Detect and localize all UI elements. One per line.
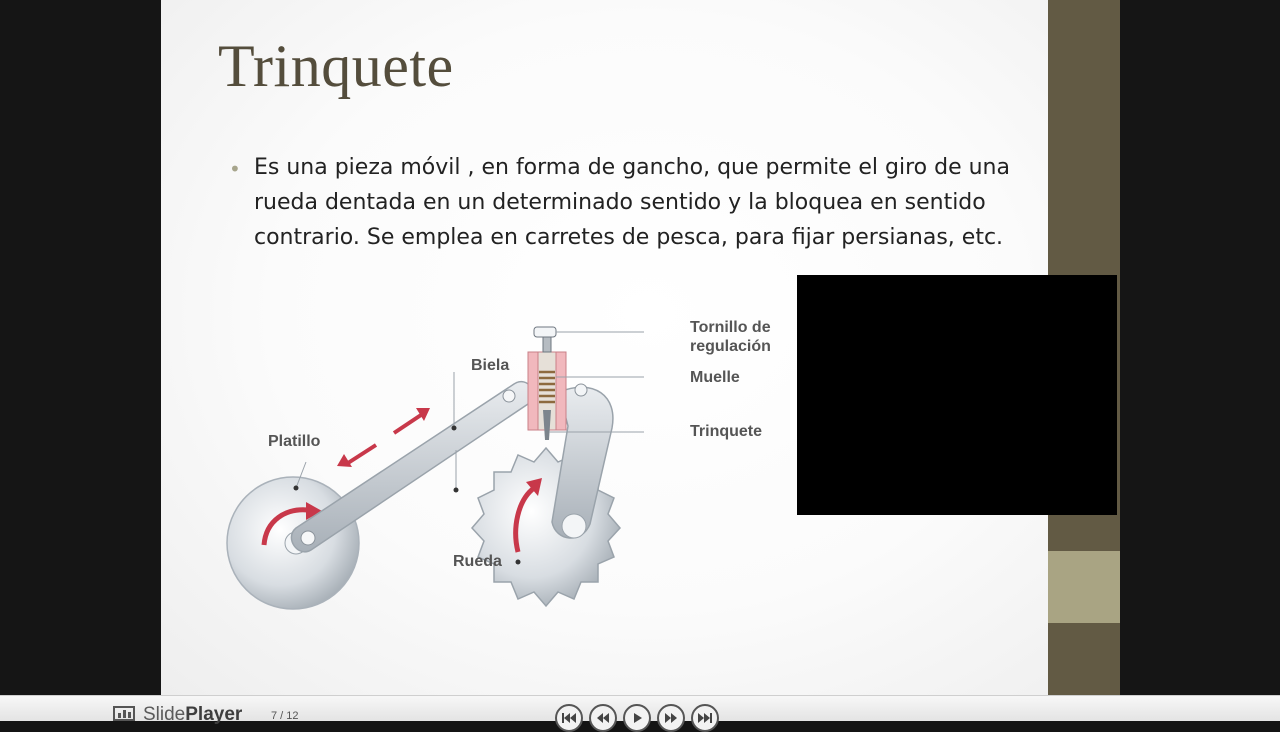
next-slide-button[interactable] bbox=[657, 704, 685, 732]
last-slide-button[interactable] bbox=[691, 704, 719, 732]
ratchet-diagram bbox=[216, 300, 796, 640]
bullet-icon: • bbox=[229, 157, 241, 181]
last-slide-icon bbox=[697, 711, 713, 725]
next-slide-icon bbox=[663, 711, 679, 725]
slide-title: Trinquete bbox=[218, 33, 454, 99]
label-muelle: Muelle bbox=[690, 369, 740, 386]
first-slide-button[interactable] bbox=[555, 704, 583, 732]
slide-body-text: Es una pieza móvil , en forma de gancho, que permite el giro de una rueda dentada en un determinado sentido y la bloquea en sentido contrario. Se emplea en carretes de pesca, para fijar persianas, etc. bbox=[254, 155, 1010, 250]
label-trinquete: Trinquete bbox=[690, 423, 763, 440]
biela-arrow-up bbox=[394, 415, 421, 433]
label-platillo: Platillo bbox=[268, 433, 321, 450]
muelle-housing bbox=[528, 327, 566, 440]
label-tornillo-line1: Tornillo de bbox=[690, 319, 771, 336]
side-band-accent bbox=[1048, 551, 1120, 623]
label-biela: Biela bbox=[471, 357, 510, 374]
brand-player-text: Player bbox=[185, 704, 243, 725]
play-button[interactable] bbox=[623, 704, 651, 732]
label-rueda: Rueda bbox=[453, 553, 502, 570]
label-tornillo-line2: regulación bbox=[690, 338, 771, 355]
slide-counter: 7 / 12 bbox=[271, 710, 299, 722]
first-slide-icon bbox=[561, 711, 577, 725]
previous-slide-icon bbox=[595, 711, 611, 725]
video-overlay bbox=[797, 275, 1117, 515]
brand-slide-text: Slide bbox=[143, 704, 186, 725]
player-toolbar bbox=[0, 695, 1280, 725]
slideplayer-logo[interactable] bbox=[143, 704, 242, 726]
biela-arrow-down bbox=[348, 445, 376, 463]
previous-slide-button[interactable] bbox=[589, 704, 617, 732]
slide-navigation bbox=[555, 704, 725, 724]
gear-hub bbox=[562, 514, 586, 538]
play-icon bbox=[629, 711, 645, 725]
